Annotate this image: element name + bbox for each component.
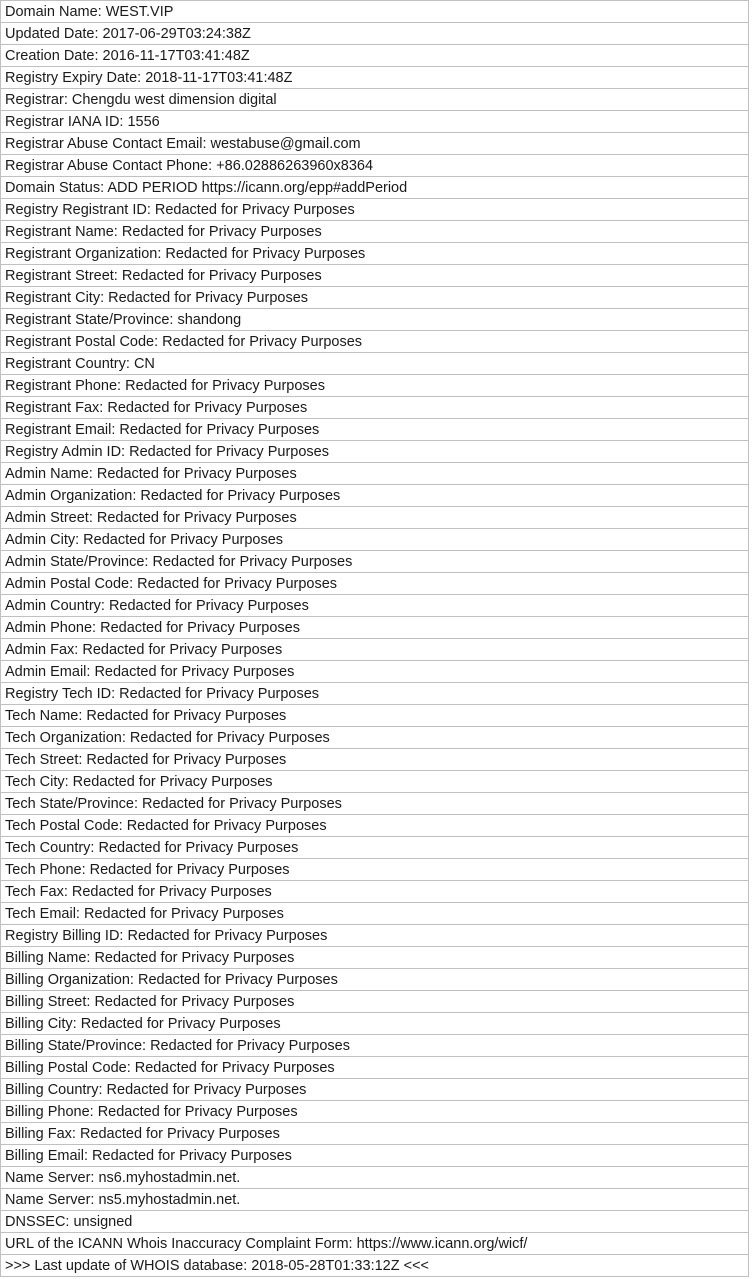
whois-row: Admin Street: Redacted for Privacy Purposes	[0, 507, 749, 529]
whois-row: Registrant Postal Code: Redacted for Privacy Purposes	[0, 331, 749, 353]
whois-row: Registrant Country: CN	[0, 353, 749, 375]
whois-row: >>> Last update of WHOIS database: 2018-05-28T01:33:12Z <<<	[0, 1255, 749, 1277]
whois-row: Tech City: Redacted for Privacy Purposes	[0, 771, 749, 793]
whois-row: Tech Fax: Redacted for Privacy Purposes	[0, 881, 749, 903]
whois-row: Registry Billing ID: Redacted for Privacy Purposes	[0, 925, 749, 947]
whois-row: Domain Status: ADD PERIOD https://icann.org/epp#addPeriod	[0, 177, 749, 199]
whois-row: Registry Admin ID: Redacted for Privacy Purposes	[0, 441, 749, 463]
whois-row: Billing Postal Code: Redacted for Privacy Purposes	[0, 1057, 749, 1079]
whois-row: Billing Street: Redacted for Privacy Purposes	[0, 991, 749, 1013]
whois-row: Admin Country: Redacted for Privacy Purposes	[0, 595, 749, 617]
whois-row: Registry Expiry Date: 2018-11-17T03:41:48Z	[0, 67, 749, 89]
whois-row: Billing Email: Redacted for Privacy Purposes	[0, 1145, 749, 1167]
whois-row: Name Server: ns6.myhostadmin.net.	[0, 1167, 749, 1189]
whois-row: Registry Tech ID: Redacted for Privacy Purposes	[0, 683, 749, 705]
whois-row: Tech Phone: Redacted for Privacy Purposes	[0, 859, 749, 881]
whois-row: Billing Name: Redacted for Privacy Purposes	[0, 947, 749, 969]
whois-row: Registrant Organization: Redacted for Privacy Purposes	[0, 243, 749, 265]
whois-row: Billing City: Redacted for Privacy Purposes	[0, 1013, 749, 1035]
whois-row: URL of the ICANN Whois Inaccuracy Complaint Form: https://www.icann.org/wicf/	[0, 1233, 749, 1255]
whois-row: Registrant Fax: Redacted for Privacy Purposes	[0, 397, 749, 419]
whois-row: Registrant Name: Redacted for Privacy Purposes	[0, 221, 749, 243]
whois-row: Billing State/Province: Redacted for Privacy Purposes	[0, 1035, 749, 1057]
whois-row: Registrant Phone: Redacted for Privacy Purposes	[0, 375, 749, 397]
whois-row: Admin Phone: Redacted for Privacy Purposes	[0, 617, 749, 639]
whois-row: Billing Fax: Redacted for Privacy Purposes	[0, 1123, 749, 1145]
whois-row: Registry Registrant ID: Redacted for Privacy Purposes	[0, 199, 749, 221]
whois-row: Billing Phone: Redacted for Privacy Purposes	[0, 1101, 749, 1123]
whois-row: Admin Organization: Redacted for Privacy Purposes	[0, 485, 749, 507]
whois-row: Tech Name: Redacted for Privacy Purposes	[0, 705, 749, 727]
whois-row: Admin City: Redacted for Privacy Purposes	[0, 529, 749, 551]
whois-row: Admin Email: Redacted for Privacy Purposes	[0, 661, 749, 683]
whois-row: Tech Postal Code: Redacted for Privacy Purposes	[0, 815, 749, 837]
whois-row: Tech State/Province: Redacted for Privacy Purposes	[0, 793, 749, 815]
whois-row: Registrant State/Province: shandong	[0, 309, 749, 331]
whois-row: Tech Country: Redacted for Privacy Purposes	[0, 837, 749, 859]
whois-row: Registrar: Chengdu west dimension digital	[0, 89, 749, 111]
whois-row: Domain Name: WEST.VIP	[0, 1, 749, 23]
whois-row: Registrar Abuse Contact Email: westabuse@gmail.com	[0, 133, 749, 155]
whois-row: Registrar IANA ID: 1556	[0, 111, 749, 133]
whois-row: Tech Email: Redacted for Privacy Purposes	[0, 903, 749, 925]
whois-row: Admin Fax: Redacted for Privacy Purposes	[0, 639, 749, 661]
whois-row: Registrant Email: Redacted for Privacy Purposes	[0, 419, 749, 441]
whois-row: Tech Organization: Redacted for Privacy Purposes	[0, 727, 749, 749]
whois-row: DNSSEC: unsigned	[0, 1211, 749, 1233]
whois-row: Tech Street: Redacted for Privacy Purposes	[0, 749, 749, 771]
whois-row: Admin Name: Redacted for Privacy Purposes	[0, 463, 749, 485]
whois-row: Admin State/Province: Redacted for Privacy Purposes	[0, 551, 749, 573]
whois-row: Registrant Street: Redacted for Privacy Purposes	[0, 265, 749, 287]
whois-row: Registrar Abuse Contact Phone: +86.02886263960x8364	[0, 155, 749, 177]
whois-row: Billing Country: Redacted for Privacy Purposes	[0, 1079, 749, 1101]
whois-row: Admin Postal Code: Redacted for Privacy Purposes	[0, 573, 749, 595]
whois-row: Updated Date: 2017-06-29T03:24:38Z	[0, 23, 749, 45]
whois-row: Registrant City: Redacted for Privacy Purposes	[0, 287, 749, 309]
whois-row: Creation Date: 2016-11-17T03:41:48Z	[0, 45, 749, 67]
whois-row: Billing Organization: Redacted for Privacy Purposes	[0, 969, 749, 991]
whois-row: Name Server: ns5.myhostadmin.net.	[0, 1189, 749, 1211]
